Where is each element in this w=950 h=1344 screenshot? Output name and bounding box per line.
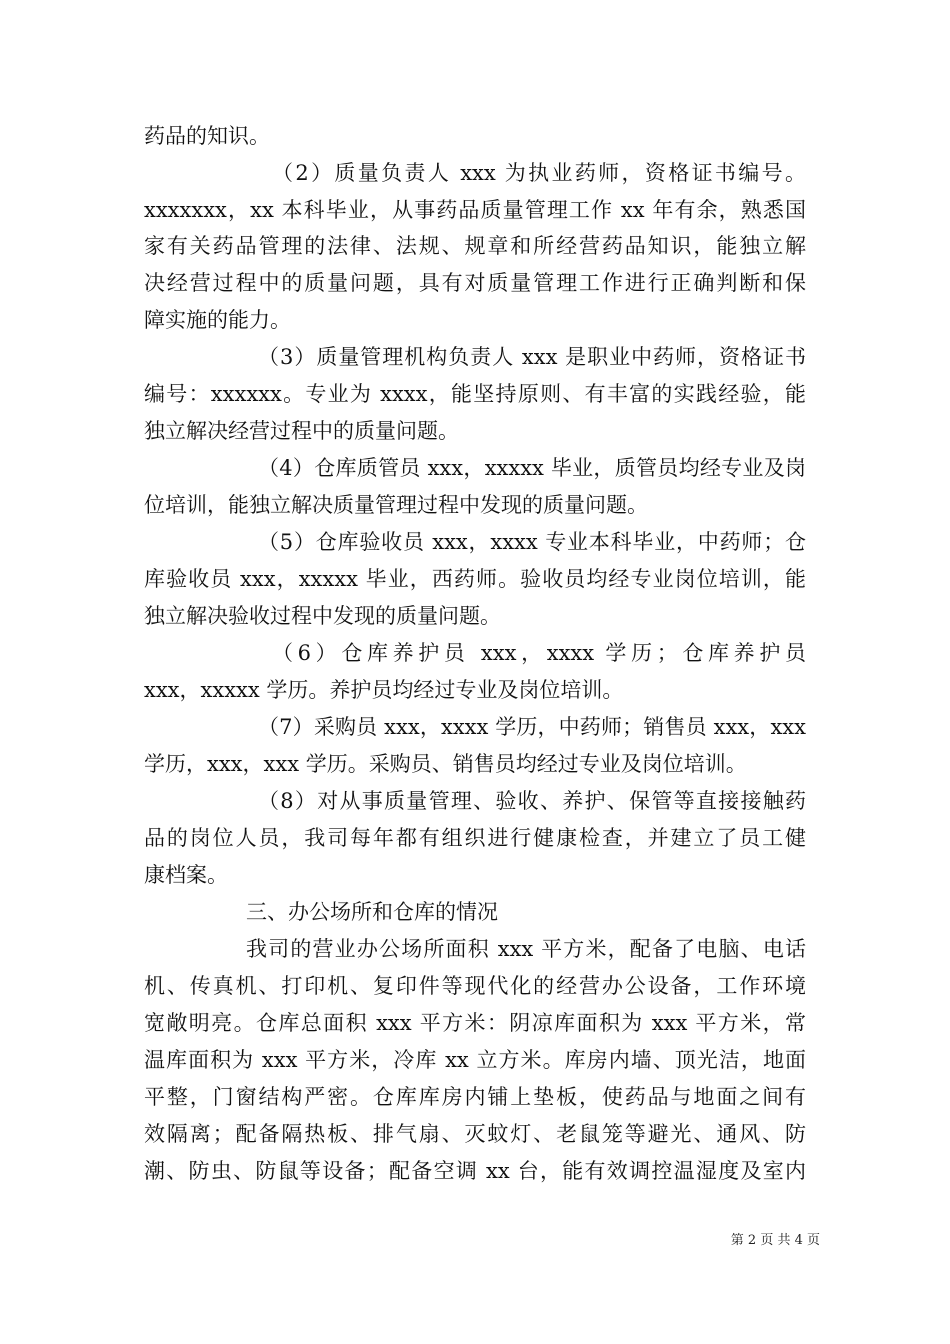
text-line: 独立解决验收过程中发现的质量问题。 — [144, 604, 501, 628]
text-line: 我司的营业办公场所面积 xxx 平方米，配备了电脑、电话 — [246, 937, 806, 961]
text-line: 障实施的能力。 — [144, 308, 291, 332]
text-line: 决经营过程中的质量问题，具有对质量管理工作进行正确判断和保 — [144, 271, 806, 295]
text-line: 康档案。 — [144, 863, 228, 887]
text-line: （6）仓库养护员 xxx，xxxx 学历；仓库养护员 — [272, 641, 806, 665]
text-line: 温库面积为 xxx 平方米，冷库 xx 立方米。库房内墙、顶光洁，地面 — [144, 1048, 806, 1072]
text-line: 潮、防虫、防鼠等设备；配备空调 xx 台，能有效调控温湿度及室内 — [144, 1159, 806, 1183]
text-line: （7）采购员 xxx，xxxx 学历，中药师；销售员 xxx，xxx — [258, 715, 806, 739]
text-line: （2）质量负责人 xxx 为执业药师，资格证书编号。 — [272, 161, 806, 185]
section-heading: 三、办公场所和仓库的情况 — [246, 900, 498, 924]
page-footer: 第 2 页 共 4 页 — [730, 1233, 820, 1248]
text-line: 家有关药品管理的法律、法规、规章和所经营药品知识，能独立解 — [144, 234, 806, 258]
text-line: 独立解决经营过程中的质量问题。 — [144, 419, 459, 443]
text-line: xxx，xxxxx 学历。养护员均经过专业及岗位培训。 — [144, 678, 624, 702]
text-line: （8）对从事质量管理、验收、养护、保管等直接接触药 — [258, 789, 806, 813]
text-line: 效隔离；配备隔热板、排气扇、灭蚊灯、老鼠笼等避光、通风、防 — [144, 1122, 806, 1146]
text-line: 机、传真机、打印机、复印件等现代化的经营办公设备，工作环境 — [144, 974, 806, 998]
text-line: 平整，门窗结构严密。仓库库房内铺上垫板，使药品与地面之间有 — [144, 1085, 806, 1109]
text-line: 宽敞明亮。仓库总面积 xxx 平方米：阴凉库面积为 xxx 平方米，常 — [144, 1011, 806, 1035]
text-line: 品的岗位人员，我司每年都有组织进行健康检查，并建立了员工健 — [144, 826, 806, 850]
text-line: 药品的知识。 — [144, 124, 270, 148]
text-line: 库验收员 xxx，xxxxx 毕业，西药师。验收员均经专业岗位培训，能 — [144, 567, 806, 591]
text-line: xxxxxxx，xx 本科毕业，从事药品质量管理工作 xx 年有余，熟悉国 — [144, 198, 806, 222]
text-line: 位培训，能独立解决质量管理过程中发现的质量问题。 — [144, 493, 648, 517]
text-line: （4）仓库质管员 xxx，xxxxx 毕业，质管员均经专业及岗 — [258, 456, 806, 480]
text-line: 编号：xxxxxx。专业为 xxxx，能坚持原则、有丰富的实践经验，能 — [144, 382, 806, 406]
text-line: （5）仓库验收员 xxx，xxxx 专业本科毕业，中药师；仓 — [258, 530, 806, 554]
text-line: 学历，xxx，xxx 学历。采购员、销售员均经过专业及岗位培训。 — [144, 752, 747, 776]
text-line: （3）质量管理机构负责人 xxx 是职业中药师，资格证书 — [258, 345, 806, 369]
